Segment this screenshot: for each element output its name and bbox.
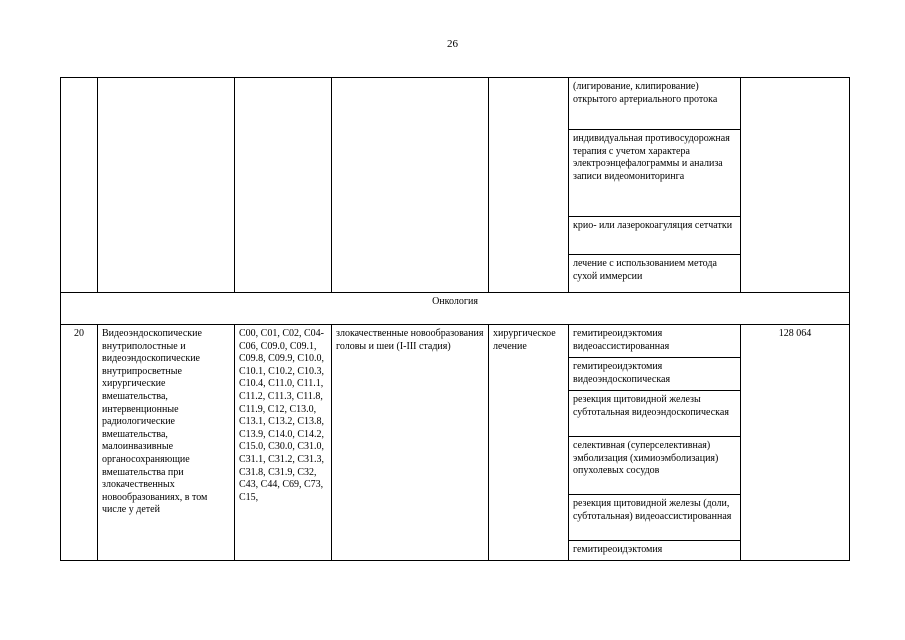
funding-amount: 128 064 — [741, 325, 850, 561]
method-cell: гемитиреоидэктомия видеоассистированная — [569, 325, 741, 358]
number-cell-empty — [61, 78, 98, 293]
codes-cell-empty — [235, 78, 332, 293]
method-cell: селективная (суперселективная) эмболизация (химиоэмболизация) опухолевых сосудов — [569, 437, 741, 495]
model-cell-empty — [332, 78, 489, 293]
method-cell: резекция щитовидной железы субтотальная видеоэндоскопическая — [569, 391, 741, 437]
table-row — [61, 325, 850, 358]
section-title: Онкология — [61, 293, 850, 325]
medical-care-table — [60, 77, 850, 561]
section-row — [61, 293, 850, 325]
treatment-type-cell-empty — [489, 78, 569, 293]
page-number: 26 — [447, 38, 458, 50]
icd-codes: C00, C01, C02, C04-C06, C09.0, C09.1, C09.8, C09.9, C10.0, C10.1, C10.2, C10.3, C10.4, C11.0, C11.1, C11.2, C11.3, C11.8, C11.9, C12, C13.0, C13.1, C13.2, C13.8, C13.9, C14.0, C14.2, C15.0, C30.0, C31.0, C31.1, C31.2, C31.3, C31.8, C31.9, C32, C43, C44, C69, C73, C15, — [235, 325, 332, 561]
amount-cell-empty — [741, 78, 850, 293]
method-cell: (лигирование, клипирование) открытого артериального протока — [569, 78, 741, 130]
method-cell: гемитиреоидэктомия видеоэндоскопическая — [569, 358, 741, 391]
patient-model: злокачественные новообразования головы и шеи (I-III стадия) — [332, 325, 489, 561]
name-cell-empty — [98, 78, 235, 293]
method-cell: крио- или лазерокоагуляция сетчатки — [569, 217, 741, 255]
treatment-type: хирургическое лечение — [489, 325, 569, 561]
care-type-name: Видеоэндоскопические внутриполостные и видеоэндоскопические внутрипросветные хирургические вмешательства, интервенционные радиологические вмешательства, малоинвазивные органосохраняющие вмешательства при злокачественных новообразованиях, в том числе у детей — [98, 325, 235, 561]
method-cell: индивидуальная противосудорожная терапия с учетом характера электроэнцефалограммы и анализа записи видеомониторинга — [569, 130, 741, 217]
continuation-row — [61, 78, 850, 130]
method-cell: гемитиреоидэктомия — [569, 541, 741, 561]
method-cell: лечение с использованием метода сухой иммерсии — [569, 255, 741, 293]
row-number: 20 — [61, 325, 98, 561]
method-cell: резекция щитовидной железы (доли, субтотальная) видеоассистированная — [569, 495, 741, 541]
